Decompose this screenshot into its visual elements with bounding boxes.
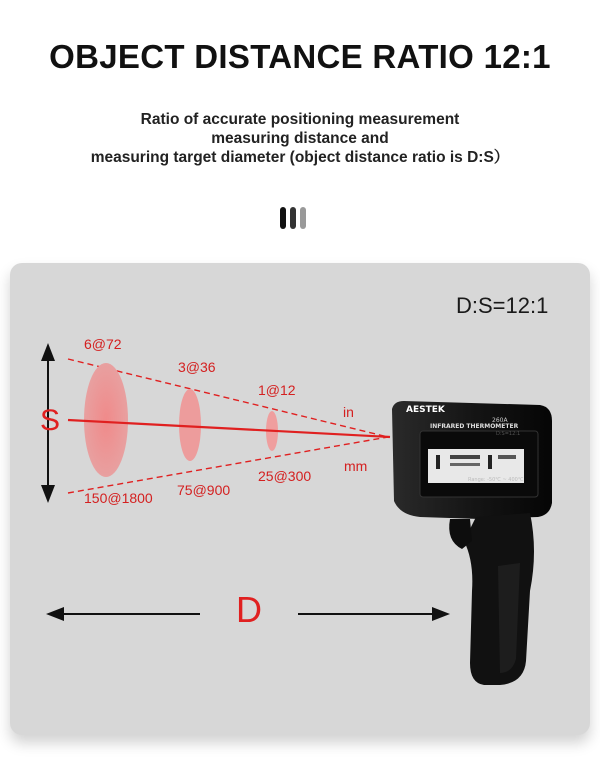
s-label: S xyxy=(40,404,61,437)
spot-large xyxy=(84,363,128,477)
page-subtitle xyxy=(0,110,600,167)
page-title: OBJECT DISTANCE RATIO 12:1 xyxy=(49,38,551,75)
ds-ratio-text: D:S=12:1 xyxy=(456,293,549,318)
spot-label-bottom-2: 75@900 xyxy=(177,482,231,498)
subtitle-line-1: Ratio of accurate positioning measurement xyxy=(140,111,460,128)
subtitle-line-2: measuring distance and xyxy=(211,130,389,147)
diagram-card xyxy=(10,263,590,735)
subtitle-line-3: measuring target diameter (object distance ratio is D:S） xyxy=(90,149,510,166)
d-arrow-left-icon xyxy=(46,607,200,621)
unit-in-label: in xyxy=(343,404,354,420)
spot-label-top-3: 1@12 xyxy=(258,382,296,398)
unit-mm-label: mm xyxy=(344,458,368,474)
spot-label-bottom-3: 25@300 xyxy=(258,468,312,484)
device-screen-title: INFRARED THERMOMETER xyxy=(430,423,519,430)
infrared-thermometer-icon xyxy=(380,391,560,701)
device-brand: AESTEK xyxy=(406,405,445,415)
device-ds-text: D:S=12:1 xyxy=(496,431,521,437)
decorative-bars-icon xyxy=(278,207,318,229)
device-range-text: Range: -50℃ ~ 400℃ xyxy=(468,477,524,483)
d-label: D xyxy=(236,589,262,630)
spot-label-top-2: 3@36 xyxy=(178,359,216,375)
spot-label-bottom-1: 150@1800 xyxy=(84,490,153,506)
spot-label-top-1: 6@72 xyxy=(84,336,122,352)
device-model: 260A xyxy=(492,417,508,424)
